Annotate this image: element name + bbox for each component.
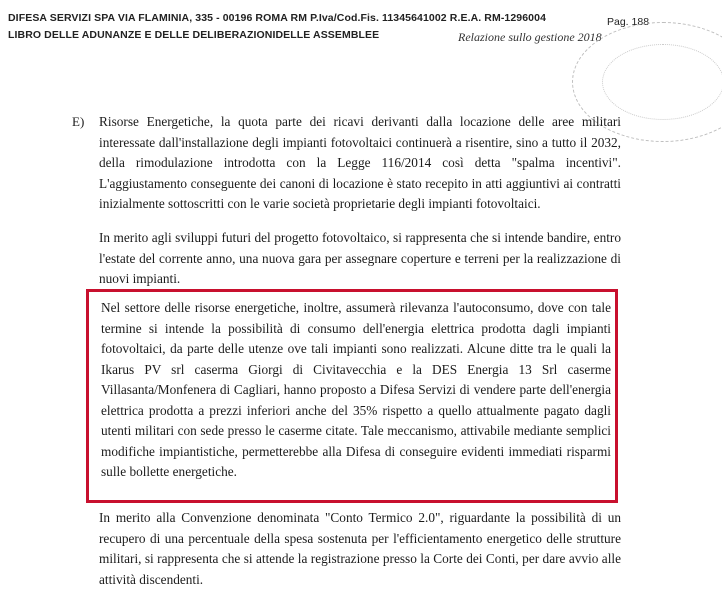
- list-marker: E): [72, 114, 85, 129]
- paragraph-risorse-energetiche: Risorse Energetiche, la quota parte dei ricavi derivanti dalla locazione delle aree militari interessate dall'installazione degli impianti fotovoltaici continuerà a risentire, sino a tutto il 2032, della rimodulazione introdotta con la Legge 116/2014 così detta "spalma incentivi". L'aggiustamento conseguente dei canoni di locazione è stato recepito in atti aggiuntivi ai contratti inizialmente sottoscritti con le varie società proprietarie degli impianti fotovoltaici.: [99, 114, 621, 211]
- company-info-line: DIFESA SERVIZI SPA VIA FLAMINIA, 335 - 00196 ROMA RM P.Iva/Cod.Fis. 11345641002 R.E.A. RM-1296004: [8, 12, 547, 24]
- paragraph-conto-termico: In merito alla Convenzione denominata "Conto Termico 2.0", riguardante la possibilità di un recupero di una percentuale della spesa sostenuta per l'efficientamento energetico delle strutture militari, si rappresenta che si attende la registrazione presso la Corte dei Conti, per dare avvio alle attività discendenti.: [99, 510, 621, 587]
- page-number: Pag. 188: [607, 16, 650, 28]
- report-title: Relazione sullo gestione 2018: [458, 30, 602, 44]
- book-title-line: LIBRO DELLE ADUNANZE E DELLE DELIBERAZIONIDELLE ASSEMBLEE: [8, 29, 380, 41]
- paragraph-sviluppi-futuri: In merito agli sviluppi futuri del progetto fotovoltaico, si rappresenta che si intende bandire, entro l'estate del corrente anno, una nuova gara per assegnare coperture e terreni per la realizzazione di nuovi impianti.: [99, 230, 621, 286]
- stamp-seal-inner-icon: [602, 44, 722, 120]
- paragraph-autoconsumo-highlighted: Nel settore delle risorse energetiche, inoltre, assumerà rilevanza l'autoconsumo, dove con tale termine si intende la possibilità di consumo dell'energia elettrica prodotta dagli impianti fotovoltaici, da parte delle utenze ove tali impianti sono realizzati. Alcune ditte tra le quali la Ikarus PV srl caserma Giorgi di Civitavecchia e la DES Energia 13 Srl caserme Villasanta/Monfenera di Cagliari, hanno proposto a Difesa Servizi di vendere parte dell'energia elettrica prodotta a prezzi inferiori anche del 35% rispetto a quello attualmente pagato dagli utenti militari con sede presso le caserme citate. Tale meccanismo, attivabile mediante semplici modifiche impiantistiche, permetterebbe alla Difesa di conseguire evidenti immediati risparmi sulle bollette energetiche.: [101, 300, 611, 479]
